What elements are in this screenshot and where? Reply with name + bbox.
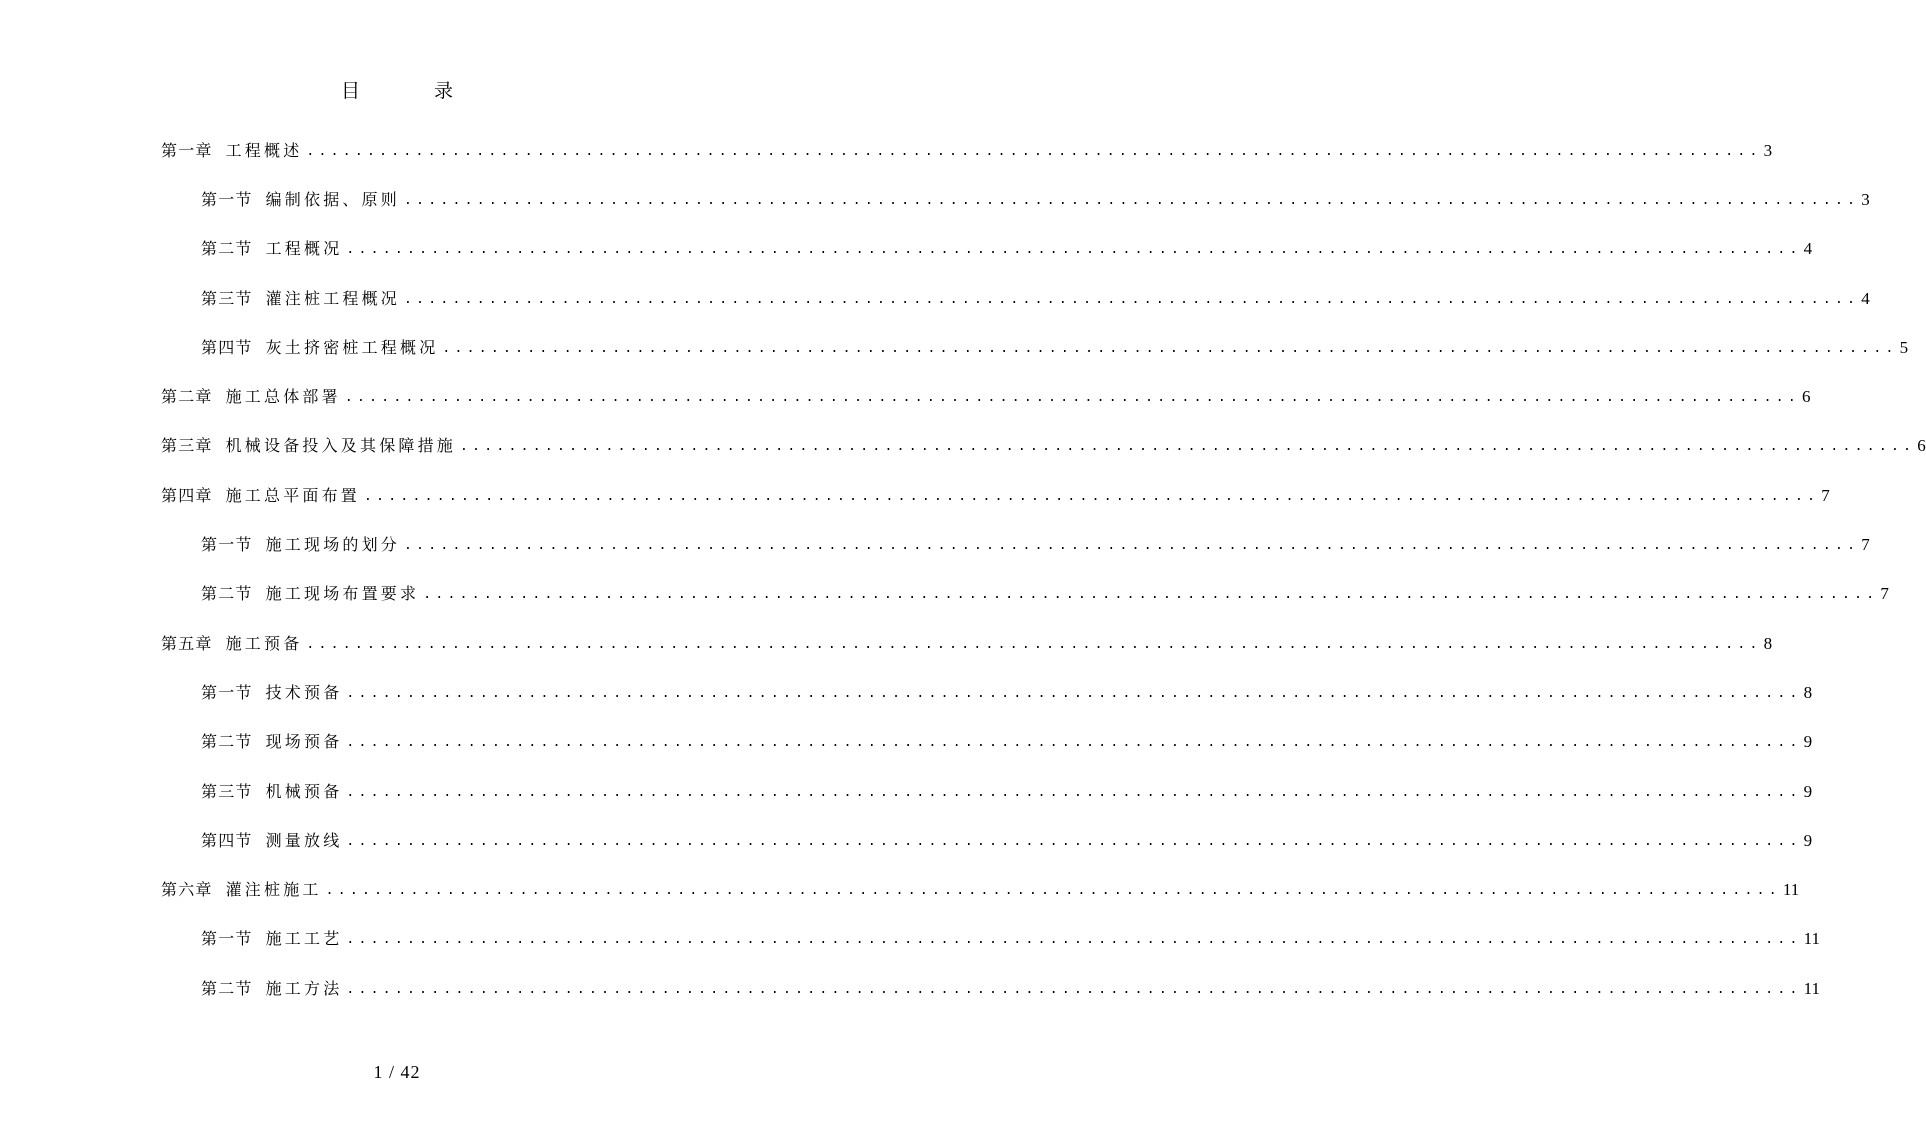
toc-entry[interactable] (0, 718, 1813, 767)
toc-entry-label: 第四节 (201, 830, 253, 850)
toc-dot-leader: ........................................................................................................................ (306, 636, 1762, 652)
toc-entry-page-number: 4 (1803, 239, 1813, 259)
toc-dot-leader: ........................................................................................................................ (325, 883, 1781, 899)
toc-entry-label: 第二节 (201, 732, 253, 752)
toc-dot-leader: ........................................................................................................................ (404, 538, 1860, 554)
toc-entry[interactable] (0, 274, 1870, 323)
toc-entry[interactable] (0, 372, 1811, 421)
toc-dot-leader: ........................................................................................................................ (423, 587, 1879, 603)
toc-title: 目 录 (340, 80, 488, 102)
toc-entry-page-number: 6 (1802, 387, 1811, 407)
toc-entry-page-number: 4 (1861, 288, 1870, 308)
toc-entry-title: 灌注桩工程概况 (265, 288, 401, 308)
toc-entry-page-number: 8 (1803, 682, 1813, 702)
toc-entry-label: 第四节 (201, 337, 253, 357)
toc-entry[interactable] (0, 865, 1800, 914)
toc-dot-leader: ........................................................................................................................ (460, 439, 1916, 455)
toc-entry-page-number: 6 (1917, 436, 1926, 456)
toc-dot-leader: ........................................................................................................................ (344, 390, 1801, 406)
toc-entry-label: 第二章 (161, 387, 213, 407)
toc-entry[interactable] (0, 323, 1909, 372)
toc-entry-label: 第一节 (201, 189, 253, 209)
toc-entry-title: 技术预备 (265, 682, 343, 702)
toc-entry[interactable] (0, 767, 1813, 816)
toc-entry-title: 测量放线 (265, 830, 343, 850)
toc-entry-title: 工程概况 (265, 239, 343, 259)
toc-entry[interactable] (0, 964, 1820, 1013)
toc-entry-label: 第一章 (161, 140, 213, 160)
toc-entry-page-number: 5 (1899, 337, 1909, 357)
toc-entry-title: 工程概述 (225, 140, 303, 160)
toc-entry[interactable] (0, 816, 1813, 865)
toc-entry[interactable] (0, 175, 1870, 224)
toc-entry-title: 灌注桩施工 (225, 880, 322, 900)
toc-entry-page-number: 9 (1803, 732, 1813, 752)
toc-entry-title: 施工预备 (225, 633, 303, 653)
toc-entry-label: 第五章 (161, 633, 213, 653)
toc-entry-page-number: 7 (1880, 584, 1889, 604)
toc-dot-leader: ........................................................................................................................ (346, 932, 1802, 948)
toc-entry[interactable] (0, 668, 1813, 717)
toc-entry-page-number: 3 (1861, 189, 1870, 209)
toc-entry-page-number: 11 (1803, 978, 1820, 998)
toc-entry[interactable] (0, 471, 1830, 520)
toc-entry[interactable] (0, 126, 1773, 175)
toc-entry-page-number: 7 (1861, 535, 1870, 555)
toc-dot-leader: ........................................................................................................................ (346, 685, 1802, 701)
toc-dot-leader: ........................................................................................................................ (346, 242, 1802, 258)
toc-entry-title: 施工工艺 (265, 929, 343, 949)
toc-dot-leader: ........................................................................................................................ (346, 833, 1802, 849)
toc-entry[interactable] (0, 570, 1889, 619)
toc-entry-label: 第六章 (161, 880, 213, 900)
toc-entry-label: 第二节 (201, 584, 253, 604)
toc-dot-leader: ........................................................................................................................ (306, 143, 1762, 159)
toc-dot-leader: ........................................................................................................................ (346, 784, 1802, 800)
toc-entry-title: 灰土挤密桩工程概况 (265, 337, 439, 357)
toc-dot-leader: ........................................................................................................................ (346, 981, 1802, 997)
toc-entry-page-number: 11 (1782, 880, 1800, 900)
toc-dot-leader: ........................................................................................................................ (404, 192, 1860, 208)
toc-entry[interactable] (0, 520, 1870, 569)
toc-entry-title: 施工现场布置要求 (265, 584, 420, 604)
toc-entry-title: 编制依据、原则 (265, 189, 401, 209)
toc-entry[interactable] (0, 422, 1926, 471)
toc-dot-leader: ........................................................................................................................ (442, 340, 1898, 356)
toc-entry[interactable] (0, 619, 1773, 668)
toc-entry-page-number: 8 (1763, 633, 1773, 653)
toc-entry-page-number: 11 (1803, 929, 1820, 949)
toc-entry[interactable] (0, 915, 1820, 964)
toc-list (0, 126, 1926, 1013)
toc-dot-leader: ........................................................................................................................ (404, 291, 1860, 307)
toc-entry-title: 施工方法 (265, 978, 343, 998)
toc-entry-label: 第一节 (201, 929, 253, 949)
toc-entry-title: 机械预备 (265, 781, 343, 801)
toc-entry-title: 施工总体部署 (225, 387, 341, 407)
toc-dot-leader: ........................................................................................................................ (346, 735, 1802, 751)
toc-entry-title: 施工总平面布置 (225, 485, 361, 505)
toc-entry-label: 第三节 (201, 288, 253, 308)
toc-entry-page-number: 3 (1763, 140, 1773, 160)
toc-entry[interactable] (0, 225, 1813, 274)
toc-entry-label: 第三节 (201, 781, 253, 801)
toc-entry-title: 施工现场的划分 (265, 535, 401, 555)
toc-entry-label: 第一节 (201, 682, 253, 702)
toc-entry-label: 第二节 (201, 239, 253, 259)
toc-dot-leader: ........................................................................................................................ (364, 488, 1820, 504)
toc-entry-page-number: 9 (1803, 781, 1813, 801)
page-indicator: 1 / 42 (373, 1062, 421, 1082)
toc-entry-page-number: 7 (1821, 485, 1830, 505)
toc-entry-label: 第四章 (161, 485, 213, 505)
toc-entry-label: 第一节 (201, 535, 253, 555)
toc-entry-label: 第三章 (161, 436, 213, 456)
toc-entry-title: 机械设备投入及其保障措施 (225, 436, 457, 456)
toc-entry-page-number: 9 (1803, 830, 1813, 850)
toc-entry-label: 第二节 (201, 978, 253, 998)
toc-entry-title: 现场预备 (265, 732, 343, 752)
